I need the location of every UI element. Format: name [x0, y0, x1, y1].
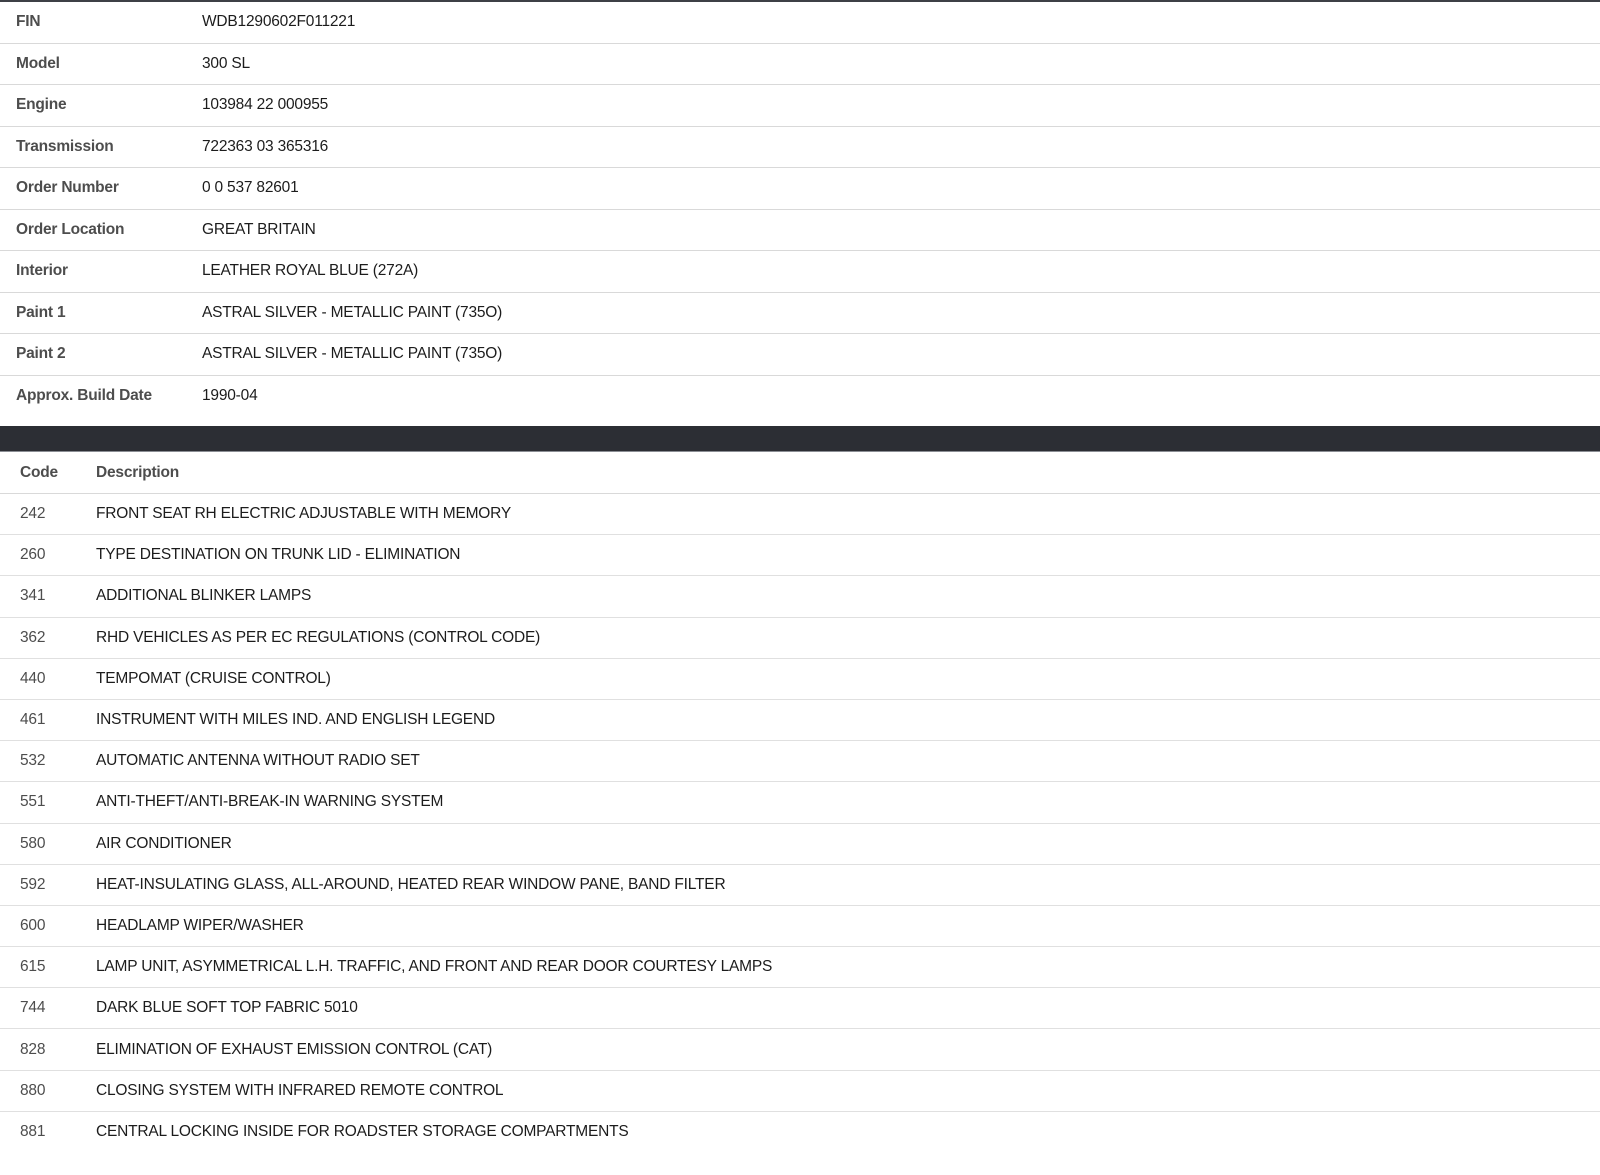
option-description: AIR CONDITIONER [96, 834, 232, 852]
option-description: HEAT-INSULATING GLASS, ALL-AROUND, HEATED REAR WINDOW PANE, BAND FILTER [96, 875, 726, 893]
section-divider-bar [0, 426, 1600, 452]
option-code: 744 [20, 999, 46, 1017]
option-code: 532 [20, 752, 46, 770]
option-code-row [0, 618, 1600, 659]
field-value: 103984 22 000955 [202, 96, 329, 114]
option-code: 880 [20, 1081, 46, 1099]
option-code: 362 [20, 628, 46, 646]
vehicle-info-row [0, 85, 1600, 127]
option-description: FRONT SEAT RH ELECTRIC ADJUSTABLE WITH MEMORY [96, 505, 512, 523]
vehicle-info-row [0, 127, 1600, 169]
vehicle-info-row [0, 168, 1600, 210]
vehicle-info-row [0, 376, 1600, 418]
option-code-row [0, 659, 1600, 700]
field-label: FIN [16, 13, 41, 31]
option-description: CENTRAL LOCKING INSIDE FOR ROADSTER STORAGE COMPARTMENTS [96, 1123, 629, 1141]
field-value: 300 SL [202, 54, 250, 72]
field-label: Order Location [16, 220, 125, 238]
option-codes-list [0, 494, 1600, 1153]
field-value: ASTRAL SILVER - METALLIC PAINT (735O) [202, 345, 503, 363]
option-code: 551 [20, 793, 46, 811]
field-label: Engine [16, 96, 67, 114]
vehicle-info-row [0, 251, 1600, 293]
option-code: 600 [20, 916, 46, 934]
option-code: 580 [20, 834, 46, 852]
vehicle-info-table [0, 2, 1600, 417]
field-value: 1990-04 [202, 387, 258, 405]
field-label: Paint 2 [16, 345, 66, 363]
option-code: 828 [20, 1040, 46, 1058]
field-label: Model [16, 54, 60, 72]
description-column-header: Description [96, 463, 180, 481]
field-value: GREAT BRITAIN [202, 220, 316, 238]
field-value: ASTRAL SILVER - METALLIC PAINT (735O) [202, 303, 503, 321]
option-description: AUTOMATIC ANTENNA WITHOUT RADIO SET [96, 752, 420, 770]
option-code-row [0, 700, 1600, 741]
option-code-row [0, 576, 1600, 617]
option-code: 440 [20, 669, 46, 687]
option-code: 260 [20, 546, 46, 564]
option-code-row [0, 988, 1600, 1029]
vehicle-info-row [0, 293, 1600, 335]
vehicle-info-row [0, 2, 1600, 44]
field-value: LEATHER ROYAL BLUE (272A) [202, 262, 419, 280]
option-code: 242 [20, 505, 46, 523]
option-code-row [0, 1071, 1600, 1112]
option-code-row [0, 1112, 1600, 1153]
option-code-row [0, 494, 1600, 535]
option-codes-header-row [0, 452, 1600, 494]
option-description: INSTRUMENT WITH MILES IND. AND ENGLISH LEGEND [96, 711, 495, 729]
option-code-row [0, 1029, 1600, 1070]
field-label: Interior [16, 262, 68, 280]
option-code: 615 [20, 958, 46, 976]
option-description: ELIMINATION OF EXHAUST EMISSION CONTROL (CAT) [96, 1040, 493, 1058]
field-value: WDB1290602F011221 [202, 13, 356, 31]
field-label: Order Number [16, 179, 119, 197]
option-code: 461 [20, 711, 46, 729]
option-description: RHD VEHICLES AS PER EC REGULATIONS (CONTROL CODE) [96, 628, 541, 646]
field-label: Transmission [16, 137, 114, 155]
option-code-row [0, 947, 1600, 988]
option-code: 881 [20, 1123, 46, 1141]
option-code-row [0, 741, 1600, 782]
option-description: ADDITIONAL BLINKER LAMPS [96, 587, 312, 605]
field-value: 722363 03 365316 [202, 137, 329, 155]
vehicle-info-row [0, 334, 1600, 376]
option-code: 341 [20, 587, 46, 605]
option-description: TYPE DESTINATION ON TRUNK LID - ELIMINATION [96, 546, 461, 564]
field-value: 0 0 537 82601 [202, 179, 299, 197]
option-code: 592 [20, 875, 46, 893]
option-codes-table [0, 452, 1600, 1153]
option-code-row [0, 865, 1600, 906]
option-description: ANTI-THEFT/ANTI-BREAK-IN WARNING SYSTEM [96, 793, 444, 811]
code-column-header: Code [20, 463, 58, 481]
option-description: TEMPOMAT (CRUISE CONTROL) [96, 669, 331, 687]
option-description: HEADLAMP WIPER/WASHER [96, 916, 304, 934]
vehicle-info-row [0, 210, 1600, 252]
option-code-row [0, 535, 1600, 576]
option-description: DARK BLUE SOFT TOP FABRIC 5010 [96, 999, 358, 1017]
field-label: Approx. Build Date [16, 387, 152, 405]
option-description: CLOSING SYSTEM WITH INFRARED REMOTE CONTROL [96, 1081, 504, 1099]
vehicle-info-row [0, 44, 1600, 86]
field-label: Paint 1 [16, 303, 66, 321]
option-code-row [0, 824, 1600, 865]
option-code-row [0, 782, 1600, 823]
option-description: LAMP UNIT, ASYMMETRICAL L.H. TRAFFIC, AND FRONT AND REAR DOOR COURTESY LAMPS [96, 958, 773, 976]
option-code-row [0, 906, 1600, 947]
